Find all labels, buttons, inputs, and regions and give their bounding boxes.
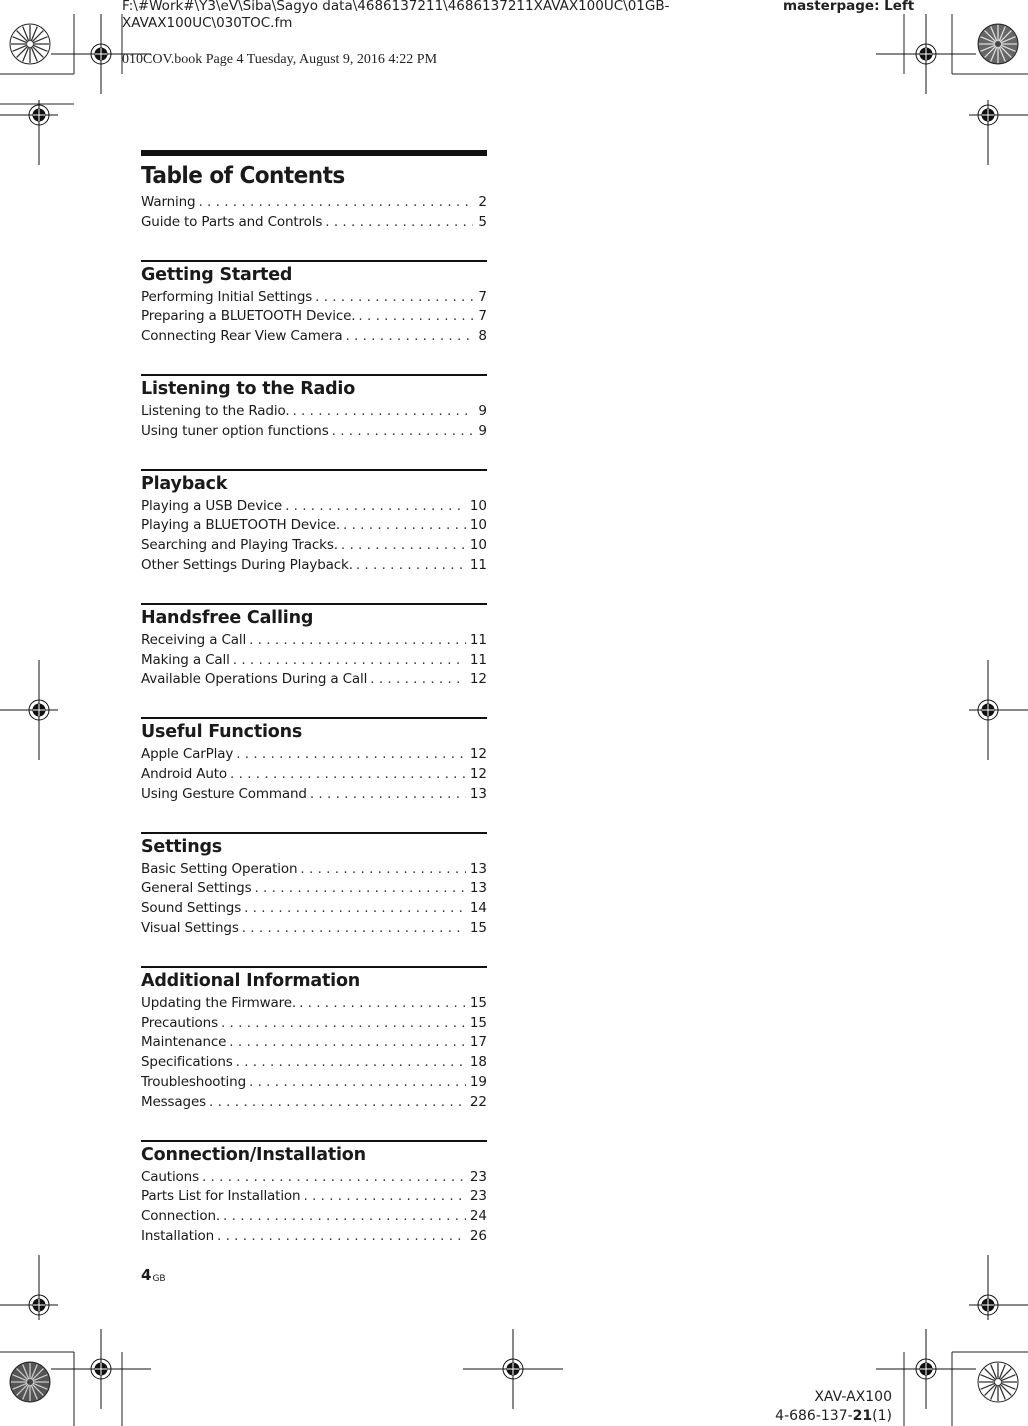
toc-entry-label: Precautions [141,1014,218,1031]
toc-entry-page: 18 [469,1054,487,1071]
toc-entry[interactable] [141,765,487,785]
section-rule [141,1140,487,1142]
section-rule [141,374,487,376]
toc-intro-list [141,193,487,233]
toc-entry-label: Other Settings During Playback. [141,556,353,573]
toc-entry[interactable] [141,288,487,308]
dot-leader [358,307,473,327]
toc-entry-label: Troubleshooting [141,1073,246,1090]
section-rule [141,717,487,719]
dot-leader [202,1168,466,1188]
section-heading: Useful Functions [141,722,303,743]
section-rule [141,260,487,262]
toc-entry[interactable] [141,1053,487,1073]
toc-section [141,603,487,690]
dot-leader [345,327,473,347]
dot-leader [254,879,465,899]
toc-entry-label: Connecting Rear View Camera [141,328,343,345]
toc-entry-label: Guide to Parts and Controls [141,213,323,230]
dot-leader [249,631,466,651]
dot-leader [356,556,466,576]
toc-entry-label: Warning [141,194,196,210]
toc-entry[interactable] [141,422,487,442]
part-number [775,1407,892,1426]
toc-section [141,717,487,804]
dot-leader [198,193,473,213]
toc-entry[interactable] [141,631,487,651]
section-heading: Connection/Installation [141,1144,366,1165]
toc-entry-page: 10 [469,517,487,534]
toc-entry-page: 11 [469,556,487,573]
toc-entry-page: 24 [469,1208,487,1225]
toc-entry-label: Visual Settings [141,919,239,936]
dot-leader [325,213,473,233]
toc-entry-label: Listening to the Radio. [141,402,290,419]
toc-entry[interactable] [141,670,487,690]
toc-entry[interactable] [141,1073,487,1093]
page-number-suffix: GB [152,1274,166,1284]
toc-entry-page: 9 [478,402,487,419]
toc-entry-label: Using Gesture Command [141,785,307,802]
toc-entry-page: 11 [469,651,487,668]
toc-entry-page: 17 [469,1034,487,1051]
dot-leader [230,765,466,785]
toc-entry-label: Android Auto [141,765,228,782]
dot-leader [236,1053,466,1073]
toc-entry-label: Playing a USB Device [141,497,283,514]
dot-leader [310,785,466,805]
toc-entry-label: Receiving a Call [141,631,247,648]
toc-entry-label: Making a Call [141,651,230,668]
toc-entry[interactable] [141,556,487,576]
dot-leader [221,1014,466,1034]
toc-entry[interactable] [141,919,487,939]
section-rule [141,603,487,605]
toc-entry-page: 7 [478,288,487,305]
page-number-value: 4 [141,1266,152,1284]
section-heading: Getting Started [141,264,293,285]
toc-entry[interactable] [141,497,487,517]
toc-entry-label: Updating the Firmware. [141,994,297,1011]
toc-entry[interactable] [141,307,487,327]
toc-entry-page: 5 [478,213,487,230]
toc-entry[interactable] [141,327,487,347]
masterpage-label: masterpage: Left [783,0,915,14]
title-rule [141,150,487,156]
toc-section [141,1140,487,1247]
section-rule [141,966,487,968]
book-stamp: 010COV.book Page 4 Tuesday, August 9, 2016 4:22 PM [122,52,438,67]
toc-entry[interactable] [141,860,487,880]
toc-entry-label: Basic Setting Operation [141,860,298,877]
model-info [775,1388,892,1426]
toc-entry[interactable] [141,1227,487,1247]
toc-entry[interactable] [141,213,487,233]
dot-leader [332,422,473,442]
toc-entry-page: 19 [469,1073,487,1090]
toc-entry[interactable] [141,1168,487,1188]
dot-leader [343,516,466,536]
toc-entry-page: 2 [478,194,487,210]
toc-entry[interactable] [141,1033,487,1053]
toc-entry-page: 13 [469,880,487,897]
toc-entry[interactable] [141,1207,487,1227]
toc-entry-label: General Settings [141,880,252,897]
toc-entry-label: Available Operations During a Call [141,671,368,688]
model-name: XAV-AX100 [814,1389,892,1405]
toc-entry-page: 15 [469,994,487,1011]
section-heading: Additional Information [141,970,361,991]
toc-entry-label: Maintenance [141,1034,227,1051]
toc-entry-page: 23 [469,1188,487,1205]
toc-entry-page: 13 [469,785,487,802]
dot-leader [300,860,465,880]
dot-leader [341,536,466,556]
toc-entry-label: Using tuner option functions [141,422,329,439]
dot-leader [299,994,466,1014]
toc-entry[interactable] [141,193,487,213]
dot-leader [370,670,466,690]
toc-section [141,374,487,442]
toc-entry-label: Messages [141,1093,207,1110]
file-path: F:\#Work#\Y3\eV\Siba\Sagyo data\4686137211\4686137211XAVAX100UC\01GB-XAVAX100UC\030TOC.fm [122,0,670,31]
toc-entry-page: 23 [469,1168,487,1185]
toc-entry[interactable] [141,651,487,671]
dot-leader [209,1093,466,1113]
toc-section [141,832,487,939]
toc-entry[interactable] [141,1187,487,1207]
section-heading: Playback [141,473,228,494]
toc-sections [141,260,487,1247]
toc-entry-page: 26 [469,1227,487,1244]
toc-entry[interactable] [141,785,487,805]
toc-entry-page: 9 [478,422,487,439]
toc-section [141,966,487,1113]
section-rule [141,832,487,834]
toc-entry-label: Apple CarPlay [141,746,234,763]
section-rule [141,469,487,471]
toc-entry[interactable] [141,994,487,1014]
section-heading: Listening to the Radio [141,378,356,399]
toc-entry-page: 12 [469,746,487,763]
toc-entry-page: 10 [469,537,487,554]
toc-entry-label: Connection. [141,1208,221,1225]
dot-leader [285,497,466,517]
toc-entry-page: 8 [478,328,487,345]
part-number-prefix: 4-686-137- [775,1408,853,1424]
toc-entry-page: 15 [469,919,487,936]
dot-leader [217,1227,466,1247]
table-of-contents [141,150,487,1247]
toc-entry[interactable] [141,745,487,765]
toc-entry-page: 7 [478,308,487,325]
toc-entry-label: Specifications [141,1054,233,1071]
dot-leader [303,1187,465,1207]
toc-entry-label: Preparing a BLUETOOTH Device. [141,308,356,325]
part-number-suffix: (1) [872,1408,892,1424]
toc-entry-label: Sound Settings [141,900,242,917]
toc-entry-label: Cautions [141,1168,199,1185]
toc-entry-page: 10 [469,497,487,514]
toc-entry-page: 14 [469,900,487,917]
toc-title: Table of Contents [141,161,345,189]
dot-leader [229,1033,466,1053]
toc-entry-label: Installation [141,1227,214,1244]
toc-entry[interactable] [141,1014,487,1034]
toc-entry[interactable] [141,1093,487,1113]
toc-entry[interactable] [141,516,487,536]
dot-leader [223,1207,466,1227]
toc-entry-page: 13 [469,860,487,877]
toc-entry-page: 11 [469,631,487,648]
toc-entry-label: Playing a BLUETOOTH Device. [141,517,341,534]
toc-entry-label: Performing Initial Settings [141,288,313,305]
toc-entry-page: 22 [469,1093,487,1110]
dot-leader [315,288,473,308]
toc-entry[interactable] [141,536,487,556]
toc-entry-label: Parts List for Installation [141,1188,301,1205]
toc-entry[interactable] [141,899,487,919]
toc-entry-page: 12 [469,765,487,782]
dot-leader [242,919,466,939]
page-number [141,1266,166,1284]
toc-entry-label: Searching and Playing Tracks. [141,537,338,554]
toc-section [141,469,487,576]
toc-entry[interactable] [141,402,487,422]
dot-leader [249,1073,466,1093]
section-heading: Handsfree Calling [141,607,314,628]
toc-entry-page: 12 [469,671,487,688]
dot-leader [292,402,473,422]
part-number-bold: 21 [852,1408,873,1424]
toc-section [141,260,487,347]
dot-leader [236,745,466,765]
toc-entry[interactable] [141,879,487,899]
toc-entry-page: 15 [469,1014,487,1031]
dot-leader [244,899,466,919]
dot-leader [233,651,466,671]
section-heading: Settings [141,836,223,857]
